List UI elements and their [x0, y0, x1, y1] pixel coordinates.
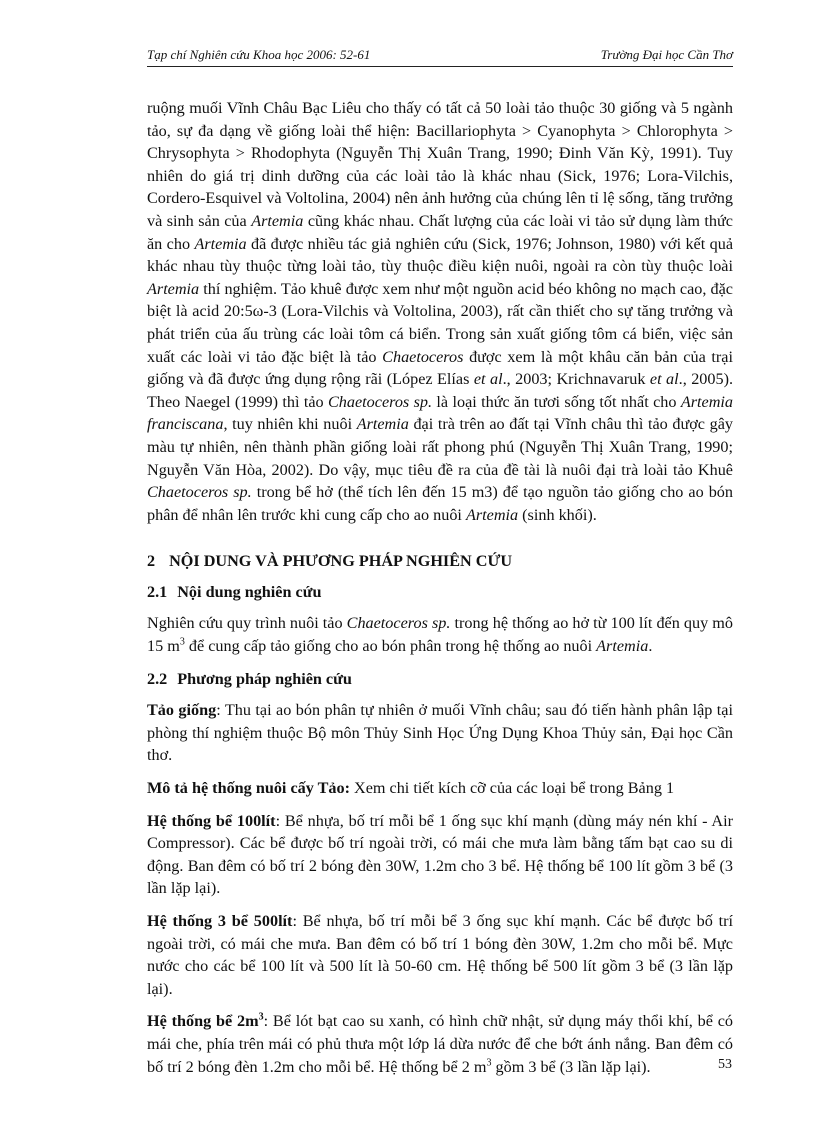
text-run: , tuy nhiên khi nuôi	[223, 415, 357, 434]
section-number: 2	[147, 552, 156, 571]
tank-2m3-paragraph	[147, 1010, 733, 1078]
et-al: et al	[649, 370, 679, 389]
tank-100l-paragraph	[147, 810, 733, 900]
journal-citation: Tạp chí Nghiên cứu Khoa học 2006: 52-61	[147, 47, 371, 62]
text-run: trong hệ thống ao hở từ 100 lít đến quy mô 15 m	[147, 614, 733, 656]
text-run: để cung cấp tảo giống cho ao bón phân trong hệ thống ao nuôi	[184, 637, 597, 656]
species-name: Artemia franciscana	[147, 392, 733, 434]
text-run: (sinh khối).	[518, 505, 597, 524]
running-header	[147, 44, 733, 67]
text-run: : Thu tại ao bón phân tự nhiên ở muối Vĩnh châu; sau đó tiến hành phân lập tại phòng thí nghiệm thuộc Bộ môn Thủy Sinh Học Ứng Dụng Khoa Thủy sản, Đại học Cần thơ.	[147, 701, 733, 765]
subsection-title: Nội dung nghiên cứu	[177, 582, 322, 601]
subsection-title: Phương pháp nghiên cứu	[177, 669, 352, 688]
species-name: Artemia	[147, 279, 200, 298]
paragraph-label: Mô tả hệ thống nuôi cấy Tảo:	[147, 779, 350, 798]
text-run: Xem chi tiết kích cỡ của các loại bể trong Bảng 1	[349, 779, 675, 798]
text-run: : Bể lót bạt cao su xanh, có hình chữ nhật, sử dụng máy thổi khí, bể có mái che, phía trên mái có phủ thưa một lớp lá dừa nước để che bớt ánh nắng. Ban đêm có bố trí 2 bóng đèn 1.2m cho mỗi bể. Hệ thống bể 2 m	[147, 1012, 733, 1076]
paragraph-label: Tảo giống	[147, 701, 217, 720]
subsection-number: 2.1	[147, 582, 168, 601]
text-run: đã được nhiều tác giả nghiên cứu (Sick, 1976; Johnson, 1980) với kết quả khác nhau tùy thuộc từng loài tảo, tùy thuộc điều kiện nuôi, ngoài ra còn tùy thuộc loài	[147, 234, 734, 276]
text-run: trong bể hở (thể tích lên đến 15 m3) để tạo nguồn tảo giống cho ao bón phân để nhân lên trước khi cung cấp cho ao nuôi	[147, 483, 733, 524]
species-name: Artemia	[194, 234, 247, 253]
species-name: Chaetoceros	[382, 347, 464, 366]
system-description-paragraph	[147, 777, 733, 800]
text-run: được xem là một khâu căn bản của trại giống và đã được ứng dụng rộng rãi (López Elías	[147, 347, 733, 389]
paragraph-label: Hệ thống bể 100lít	[147, 811, 276, 830]
text-run: Nghiên cứu quy trình nuôi tảo	[147, 614, 347, 633]
superscript: 3	[179, 636, 185, 648]
text-run: : Bể nhựa, bố trí mỗi bể 1 ống sục khí mạnh (dùng máy nén khí - Air Compressor). Các bể được bố trí ngoài trời, có mái che mưa làm bằng tấm bạt cao su di động. Ban đêm có bố trí 2 bóng đèn 30W, 1.2m cho 3 bể. Hệ thống bể 100 lít gồm 3 bể (3 lần lặp lại).	[147, 811, 733, 898]
subsection-number: 2.2	[147, 669, 168, 688]
superscript: 3	[258, 1011, 264, 1023]
text-run: gồm 3 bể (3 lần lặp lại).	[491, 1057, 651, 1076]
text-run: .	[648, 637, 653, 656]
species-name: Artemia	[251, 211, 304, 230]
section-title: NỘI DUNG VÀ PHƯƠNG PHÁP NGHIÊN CỨU	[169, 552, 513, 571]
text-run: cũng khác nhau. Chất lượng của các loài vi tảo sử dụng làm thức ăn cho	[147, 211, 733, 253]
text-run: ., 2005). Theo Naegel (1999) thì tảo	[147, 370, 734, 411]
paragraph-label	[147, 1012, 264, 1030]
superscript: 3	[486, 1057, 492, 1069]
species-name: Artemia	[465, 505, 519, 524]
section-heading	[147, 550, 733, 573]
subsection-heading	[147, 581, 733, 604]
text-run: ., 2003; Krichnavaruk	[502, 370, 650, 389]
intro-paragraph	[147, 97, 733, 526]
text-run: thí nghiệm. Tảo khuê được xem như một nguồn acid béo không no mạch cao, đặc biệt là acid 20:5ω-3 (Lora-Vilchis và Voltolina, 2003), rất cần thiết cho sự tăng trưởng và phát triển của ấu trùng các loài tôm cá biển. Trong sản xuất giống tôm cá biển, việc sản xuất các loài vi tảo đặc biệt là tảo	[147, 279, 733, 366]
text-run: đại trà trên ao đất tại Vĩnh châu thì tảo được gây màu tự nhiên, nên thành phần giống loài rất phong phú (Nguyễn Thị Xuân Trang, 1990; Nguyễn Văn Hòa, 2002). Do vậy, mục tiêu đề ra của đề tài là nuôi đại trà loài tảo Khuê	[147, 415, 733, 479]
algae-source-paragraph	[147, 699, 733, 767]
text-run: là loại thức ăn tươi sống tốt nhất cho	[432, 392, 681, 411]
paragraph-label: Hệ thống 3 bể 500lít	[147, 912, 293, 930]
species-name: Chaetoceros sp.	[328, 392, 433, 411]
species-name: Chaetoceros sp.	[346, 614, 451, 633]
species-name: Artemia	[596, 637, 649, 656]
species-name: Chaetoceros sp.	[147, 483, 252, 502]
label-text: Hệ thống bể 2m	[147, 1012, 259, 1031]
text-run: : Bể nhựa, bố trí mỗi bể 3 ống sục khí mạnh. Các bể được bố trí ngoài trời, có mái che mưa. Ban đêm có bố trí 1 bóng đèn 30W, 1.2m cho mỗi bể. Mực nước cho các bể 100 lít và 500 lít là 50-60 cm. Hệ thống bể 500 lít gồm 3 bể (3 lần lặp lại).	[147, 912, 733, 998]
text-run: ruộng muối Vĩnh Châu Bạc Liêu cho thấy có tất cả 50 loài tảo thuộc 30 giống và 5 ngành tảo, sự đa dạng về giống loài thể hiện: Bacillariophyta > Cyanophyta > Chlorophyta > Chrysophyta > Rhodophyta (Nguyễn Thị Xuân Trang, 1990; Đinh Văn Kỳ, 1991). Tuy nhiên do giá trị dinh dưỡng của các loài tảo là khác nhau (Sick, 1976; Lora-Vilchis, Cordero-Esquivel và Voltolina, 2004) nên ảnh hưởng của chúng lên tỉ lệ sống, tăng trưởng và sinh sản của	[147, 99, 733, 230]
page-number: 53	[718, 1057, 732, 1072]
et-al: et al	[473, 370, 503, 389]
tank-500l-paragraph	[147, 910, 733, 1000]
species-name: Artemia	[356, 415, 409, 434]
page-body	[147, 97, 733, 1088]
subsection-heading	[147, 668, 733, 691]
institution-name: Trường Đại học Cần Thơ	[600, 47, 733, 62]
content-paragraph	[147, 612, 733, 657]
